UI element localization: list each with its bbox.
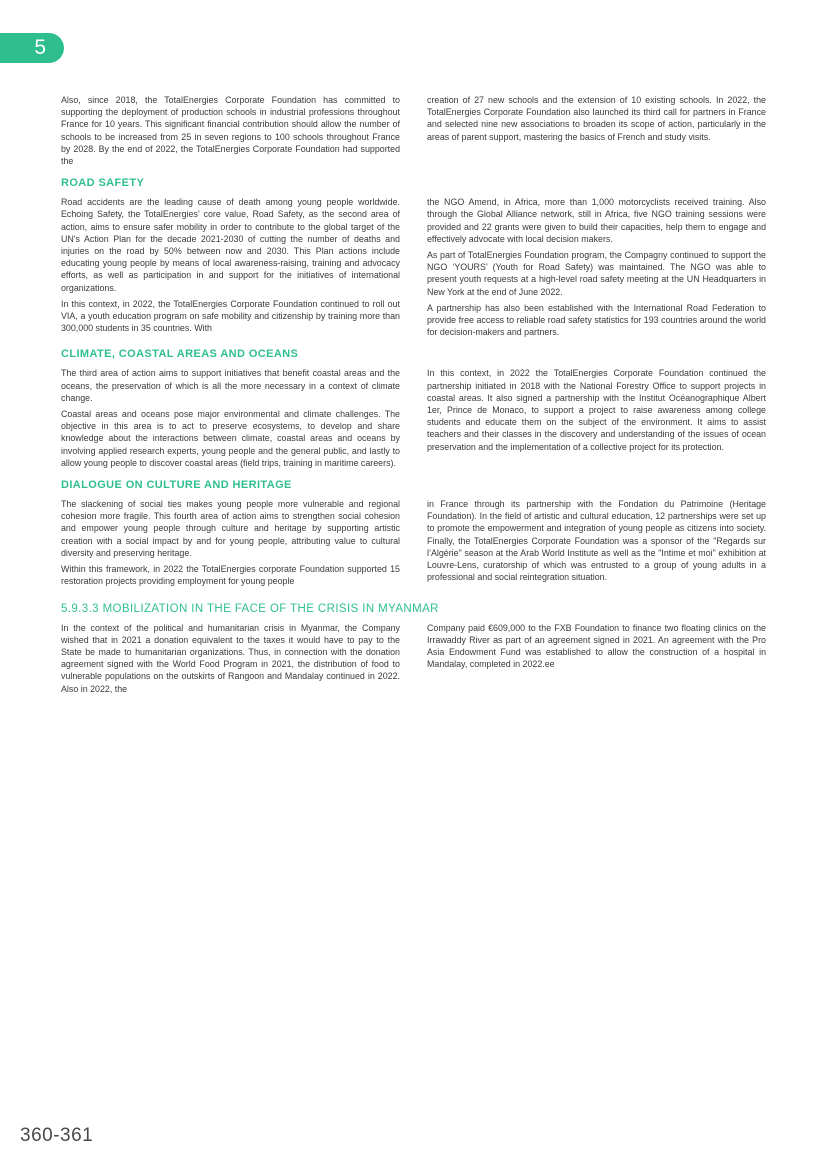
myanmar-section <box>61 622 766 699</box>
myanmar-right-column <box>427 622 766 699</box>
road-safety-right-paragraph-3: A partnership has also been established with the International Road Federation to provide free access to reliable road safety statistics for 193 countries around the world for decision-makers and partners. <box>427 302 766 338</box>
culture-heading: DIALOGUE ON CULTURE AND HERITAGE <box>61 479 292 492</box>
intro-right-paragraph-1: creation of 27 new schools and the extension of 10 existing schools. In 2022, the TotalEnergies Corporate Foundation also launched its third call for partners in France and selected nine new associations to broaden its scope of action, particularly in the areas of parent support, mastering the basics of French and study visits. <box>427 95 766 142</box>
road-safety-heading: ROAD SAFETY <box>61 177 145 190</box>
myanmar-heading: 5.9.3.3 MOBILIZATION IN THE FACE OF THE CRISIS IN MYANMAR <box>61 602 439 615</box>
climate-section <box>61 367 766 473</box>
page-number: 360-361 <box>20 1125 94 1146</box>
climate-left-paragraph-1: The third area of action aims to support initiatives that benefit coastal areas and the oceans, the preservation of which is all the more necessary in a context of climate change. <box>61 368 400 403</box>
myanmar-left-paragraph-1: In the context of the political and humanitarian crisis in Myanmar, the Company wished that in 2021 a donation equivalent to the taxes it would have to pay to the State be made to humanitarian organizations. Thus, in connection with the donation agreement signed with the World Food Program in 2021, the distribution of food to vulnerable populations on the outskirts of Rangoon and Mandalay continued in 2022. Also in 2022, the <box>61 622 400 694</box>
culture-right-column <box>427 498 766 591</box>
myanmar-right-paragraph-1: Company paid €609,000 to the FXB Foundation to finance two floating clinics on the Irrawaddy River as part of an agreement signed in 2021. An agreement with the Pro Asia Endowment Fund was established to allow the construction of a hospital in Mandalay, completed in 2022.ee <box>427 622 766 670</box>
intro-left-column <box>61 94 400 171</box>
road-safety-section <box>61 196 766 342</box>
road-safety-left-paragraph-2: In this context, in 2022, the TotalEnergies Corporate Foundation continued to roll out VIA, a youth education program on safe mobility and citizenship by training more than 300,000 students in 35 countries. With <box>61 298 400 334</box>
climate-heading: CLIMATE, COASTAL AREAS AND OCEANS <box>61 348 299 361</box>
intro-left-paragraph-1: Also, since 2018, the TotalEnergies Corporate Foundation has committed to supporting the deployment of production schools in industrial professions throughout France for 10 years. This significant financial contribution should allow the number of schools to be increased from 25 in seven regions to 100 schools throughout France by 2028. By the end of 2022, the TotalEnergies Corporate Foundation had supported the <box>61 95 400 167</box>
chapter-tab: 5 <box>0 33 64 63</box>
road-safety-left-column <box>61 196 400 342</box>
road-safety-right-paragraph-1: the NGO Amend, in Africa, more than 1,000 motorcyclists received training. Also through the Global Alliance network, still in Africa, five NGO training sessions were provided and 22 grants were given to build their capacities, help them to engage and effectively advocate with local decision makers. <box>427 197 766 244</box>
climate-right-paragraph-1: In this context, in 2022 the TotalEnergies Corporate Foundation continued the partnership initiated in 2018 with the National Forestry Office to support projects in coastal areas. It also signed a partnership with the Institut Océanographique Albert 1er, Prince de Monaco, to support a project to raise awareness among college students and educate them on the subject of the environment. It aims to assist teachers and their classes in the discovery and understanding of the issues of ocean preservation and the implementation of a collective project for its protection. <box>427 368 766 452</box>
intro-section <box>61 94 766 171</box>
road-safety-right-paragraph-2: As part of TotalEnergies Foundation program, the Compagny continued to support the NGO ‘YOURS’ (Youth for Road Safety) was maintained. The NGO was able to present youth requests at a high-level road safety meeting at the UN Headquarters in New York at the end of June 2022. <box>427 250 766 297</box>
culture-left-paragraph-1: The slackening of social ties makes young people more vulnerable and regional cohesion more fragile. This fourth area of action aims to strengthen social cohesion and empower young people through culture and heritage by supporting artistic creation with a social impact by and for young people, attributing value to cultural diversity and preserving heritage. <box>61 499 400 558</box>
culture-left-column <box>61 498 400 591</box>
climate-left-paragraph-2: Coastal areas and oceans pose major environmental and climate challenges. The objective in this area is to act to preserve ecosystems, to develop and share knowledge about the interactions between climate, coastal areas and oceans by involving applied research experts, young people and the general public, and lastly to allow young people to discover coastal areas (field trips, training in maritime careers). <box>61 409 400 468</box>
climate-right-column <box>427 367 766 473</box>
intro-right-column <box>427 94 766 171</box>
culture-section <box>61 498 766 591</box>
page-content <box>61 94 766 701</box>
road-safety-left-paragraph-1: Road accidents are the leading cause of death among young people worldwide. Echoing Safety, the TotalEnergies’ core value, Road Safety, as the second area of action, aims to ensure safer mobility in order to contribute to the global target of the UN's Action Plan for the decade 2021-2030 of cutting the number of deaths and injuries on the road by 50% between now and 2030. This Plan actions include educating young people by means of local awareness-raising, training and advocacy efforts, as well as participation in and support for the initiatives of international organizations. <box>61 197 400 293</box>
myanmar-left-column <box>61 622 400 699</box>
road-safety-right-column <box>427 196 766 342</box>
culture-left-paragraph-2: Within this framework, in 2022 the TotalEnergies corporate Foundation supported 15 restoration projects providing employment for young people <box>61 564 400 587</box>
climate-left-column <box>61 367 400 473</box>
culture-right-paragraph-1: in France through its partnership with the Fondation du Patrimoine (Heritage Foundation). In the field of artistic and cultural education, 12 partnerships were set up to promote the empowerment and integration of young people as citizens into society. Finally, the TotalEnergies Corporate Foundation was a sponsor of the "Regards sur l’Algérie" season at the Arab World Institute as well as the "Intime et moi" exhibition at Louvre-Lens, curatorship of which was entrusted to a group of young adults in a professional and social reintegration situation. <box>427 499 766 583</box>
